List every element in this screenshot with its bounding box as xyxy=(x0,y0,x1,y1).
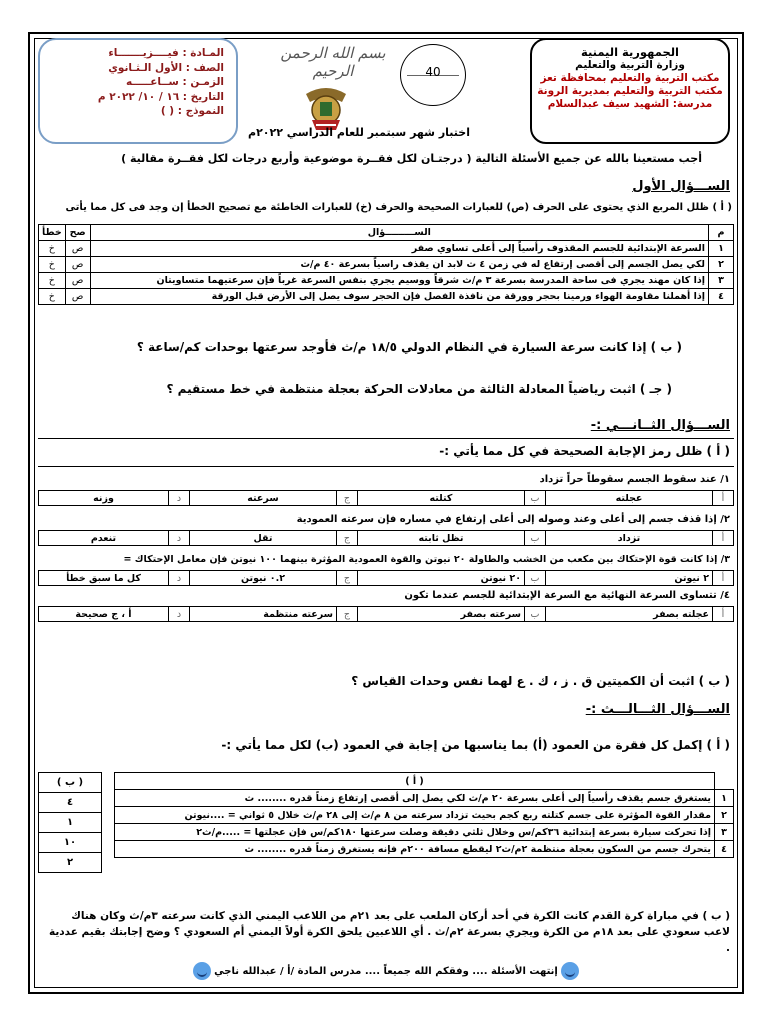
republic-label: الجمهورية اليمنية xyxy=(580,45,679,59)
mc-stem-1: ١/ عند سقوط الجسم سقوطاً حراً تزداد xyxy=(539,474,730,485)
true-option[interactable]: ص xyxy=(65,289,90,305)
smiley-icon xyxy=(561,962,579,980)
date-field: التاريخ : ١٦ / ١٠/ ٢٠٢٢ م xyxy=(97,90,224,103)
q1-a-text: ( أ ) ظلل المربع الذي يحتوى على الحرف (ص) للعبارات الصحيحة والحرف (خ) للعبارات الخاطئة مع تصحيح الخطأ إن وجد فى كل مما يأتى xyxy=(65,202,732,213)
office-governorate: مكتب التربية والتعليم بمحافظة تعز xyxy=(540,72,720,84)
row-text: السرعة الإبتدائية للجسم المقذوف رأسياً إلى أعلى تساوي صفر xyxy=(90,241,708,257)
mc-option[interactable]: ٢٠ نيوتن xyxy=(358,571,525,586)
th-num: م xyxy=(709,225,734,241)
mc-option[interactable]: ٢ نيوتن xyxy=(546,571,713,586)
q2-title: الســـؤال الثــانـــي :- xyxy=(590,418,730,433)
letter-b: ب xyxy=(525,491,546,506)
mc-option[interactable]: تظل ثابته xyxy=(358,531,525,546)
true-option[interactable]: ص xyxy=(65,257,90,273)
table-row xyxy=(39,289,734,305)
mc-option[interactable]: ٠.٢ نيوتن xyxy=(190,571,337,586)
table-row xyxy=(39,257,734,273)
mc-option[interactable]: سرعته xyxy=(190,491,337,506)
exam-title: اختبار شهر سبتمبر للعام الدراسي ٢٠٢٢م xyxy=(248,126,470,139)
q1-c-text: ( جـ ) اثبت رياضياً المعادلة الثالثة من معادلات الحركة بعجلة منتظمة في خط مستقيم ؟ xyxy=(166,382,672,396)
letter-d: د xyxy=(169,491,190,506)
basmala: بسم الله الرحمن الرحيم xyxy=(280,44,386,80)
col-b-value: ٢ xyxy=(39,853,102,873)
q1-title: الســـؤال الأول xyxy=(632,179,730,194)
letter-c: ج xyxy=(337,607,358,622)
subject-field: المـادة : فيــــزيـــــــاء xyxy=(108,47,224,59)
q3-b-text: ( ب ) في مباراة كرة القدم كانت الكرة في أحد أركان الملعب على بعد ٢١م من اللاعب اليمني الذي كانت سرعته ٣م/ث وكان هناك لاعب سعودي على بعد ١٨م من الكرة ويجري بسرعة ٢م/ث . أي اللاعبين يلحق الكرة أولاً اليمني أم السعودي ؟ وضح إجابتك بقيم عددية . xyxy=(48,910,730,954)
letter-d: د xyxy=(169,531,190,546)
mc-option[interactable]: تزداد xyxy=(546,531,713,546)
mc-option[interactable]: كل ما سبق خطأ xyxy=(39,571,169,586)
letter-d: د xyxy=(169,607,190,622)
table-row xyxy=(115,841,734,858)
mc-option[interactable]: كتلته xyxy=(358,491,525,506)
instructions: أجب مستعينا بالله عن جميع الأسئلة التالية ( درجتـان لكل فقــرة موضوعية وأربع درجات لكل فقــرة مقالية ) xyxy=(121,152,702,165)
false-option[interactable]: خ xyxy=(39,257,66,273)
row-text: إذا تحركت سيارة بسرعة إبتدائية ٣٦كم/س وخلال ثلثي دقيقة وصلت سرعتها ١٨٠كم/س فإن عجلتها = .....م/ث٢ xyxy=(115,824,715,841)
letter-d: د xyxy=(169,571,190,586)
mc-options-3 xyxy=(38,570,734,586)
mc-options-1 xyxy=(38,490,734,506)
mc-stem-2: ٢/ إذا قذف جسم إلى أعلى وعند وصوله إلى أعلى إرتفاع في مساره فإن سرعته العمودية xyxy=(296,514,730,525)
mc-option[interactable]: عجلته بصفر xyxy=(546,607,713,622)
letter-c: ج xyxy=(337,491,358,506)
row-text: إذا كان مهند يجري فى ساحة المدرسة بسرعة ٣ م/ث شرقاً ووسيم يجري بنفس السرعة غرباً فإن سرعتيهما متساويتان xyxy=(90,273,708,289)
row-num: ٣ xyxy=(715,824,734,841)
row-num: ٤ xyxy=(715,841,734,858)
row-text: يستغرق جسم يقذف رأسياً إلى أعلى بسرعة ٢٠ م/ث لكي يصل إلى أقصى إرتفاع زمناً قدره ........ ث xyxy=(115,790,715,807)
th-false: خطأ xyxy=(39,225,66,241)
mc-option[interactable]: تقل xyxy=(190,531,337,546)
score-circle xyxy=(400,44,466,106)
mc-option[interactable]: سرعته منتظمة xyxy=(190,607,337,622)
footer xyxy=(30,962,742,980)
letter-c: ج xyxy=(337,531,358,546)
letter-c: ج xyxy=(337,571,358,586)
time-field: الزمـن : ســاعـــــه xyxy=(125,76,224,88)
mc-stem-4: ٤/ تتساوى السرعة النهائية مع السرعة الإبتدائية للجسم عندما تكون xyxy=(404,590,730,601)
exam-page xyxy=(28,32,744,994)
q1-b-text: ( ب ) إذا كانت سرعة السيارة في النظام الدولي ١٨/٥ م/ث فأوجد سرعتها بوحدات كم/ساعة ؟ xyxy=(136,340,682,354)
letter-a: أ xyxy=(713,571,734,586)
row-num: ١ xyxy=(709,241,734,257)
ministry-label: وزارة التربية والتعليم xyxy=(575,59,685,71)
mc-option[interactable]: سرعته بصفر xyxy=(358,607,525,622)
mc-stem-3: ٣/ إذا كانت قوة الإحتكاك بين مكعب من الخشب والطاولة ٢٠ نيوتن والقوة العمودية المؤثرة بينهما ١٠٠ نيوتن فإن معامل الإحتكاك = xyxy=(123,554,730,565)
table-row xyxy=(115,824,734,841)
false-option[interactable]: خ xyxy=(39,289,66,305)
row-num: ٢ xyxy=(715,807,734,824)
row-num: ٢ xyxy=(709,257,734,273)
letter-b: ب xyxy=(525,571,546,586)
table-row xyxy=(39,241,734,257)
table-row xyxy=(115,790,734,807)
col-b-value: ١٠ xyxy=(39,833,102,853)
row-text: لكي يصل الجسم إلى أقصى إرتفاع له في زمن ٤ ث لابد ان يقذف راسياً بسرعة ٤٠ م/ث xyxy=(90,257,708,273)
th-question: الســـــــــؤال xyxy=(90,225,708,241)
office-district: مكتب التربية والتعليم بمديرية الرونة xyxy=(537,85,723,97)
col-b-value: ٤ xyxy=(39,793,102,813)
school-header xyxy=(530,38,730,144)
column-b-table xyxy=(38,772,102,873)
mc-option[interactable]: وزنه xyxy=(39,491,169,506)
true-option[interactable]: ص xyxy=(65,273,90,289)
mc-option[interactable]: تنعدم xyxy=(39,531,169,546)
row-text: يتحرك جسم من السكون بعجلة منتظمة ٢م/ث٢ ليقطع مسافة ٢٠٠م فإنه يستغرق زمناً قدره ........ ث xyxy=(115,841,715,858)
q2-a-text: ( أ ) ظلل رمز الإجابة الصحيحة في كل مما يأتي :- xyxy=(439,444,730,458)
row-num: ٣ xyxy=(709,273,734,289)
score-value: 40 xyxy=(425,65,441,79)
footer-text: إنتهت الأسئلة .... وفقكم الله جميعاً .... مدرس المادة /أ / عبدالله ناجي xyxy=(214,966,558,977)
mc-option[interactable]: عجلته xyxy=(546,491,713,506)
mc-options-4 xyxy=(38,606,734,622)
letter-a: أ xyxy=(713,531,734,546)
row-text: إذا أهملنا مقاومة الهواء ورمينا بحجر وورقة من نافذة الفصل فإن الحجر سوف يصل إلى الأرض قبل الورقة xyxy=(90,289,708,305)
school-name: مدرسة: الشهيد سيف عبدالسلام xyxy=(547,98,713,110)
col-b-value: ١ xyxy=(39,813,102,833)
letter-a: أ xyxy=(713,491,734,506)
table-row xyxy=(39,273,734,289)
row-num: ٤ xyxy=(709,289,734,305)
letter-b: ب xyxy=(525,531,546,546)
smiley-icon xyxy=(193,962,211,980)
exam-info-box xyxy=(38,38,238,144)
q2-b-text: ( ب ) اثبت أن الكميتين ق . ز ، ك . ع لهما نفس وحدات القياس ؟ xyxy=(351,674,730,688)
true-option[interactable]: ص xyxy=(65,241,90,257)
table-row xyxy=(115,807,734,824)
row-num: ١ xyxy=(715,790,734,807)
col-b-header: ( ب ) xyxy=(39,773,102,793)
matching-table xyxy=(114,772,734,858)
false-option[interactable]: خ xyxy=(39,273,66,289)
q3-title: الســـؤال الثـــالـــث :- xyxy=(585,702,730,717)
mc-option[interactable]: أ ، ج صحيحة xyxy=(39,607,169,622)
th-true: صح xyxy=(65,225,90,241)
letter-a: أ xyxy=(713,607,734,622)
mc-options-2 xyxy=(38,530,734,546)
true-false-table xyxy=(38,224,734,305)
class-field: الصف : الأول الـثـانوي xyxy=(108,61,224,74)
letter-b: ب xyxy=(525,607,546,622)
model-field: النموذج : ( ) xyxy=(160,105,224,117)
col-a-header: ( أ ) xyxy=(115,773,715,790)
false-option[interactable]: خ xyxy=(39,241,66,257)
q3-a-text: ( أ ) إكمل كل فقرة من العمود (أ) بما يناسبها من إجابة في العمود (ب) لكل مما يأتي :- xyxy=(221,738,730,752)
row-text: مقدار القوة المؤثرة على جسم كتلته ربع كجم بحيث تزداد سرعته من ٨ م/ث إلى ٢٨ م/ث خلال ٥ ثواني = ....نيوتن xyxy=(115,807,715,824)
